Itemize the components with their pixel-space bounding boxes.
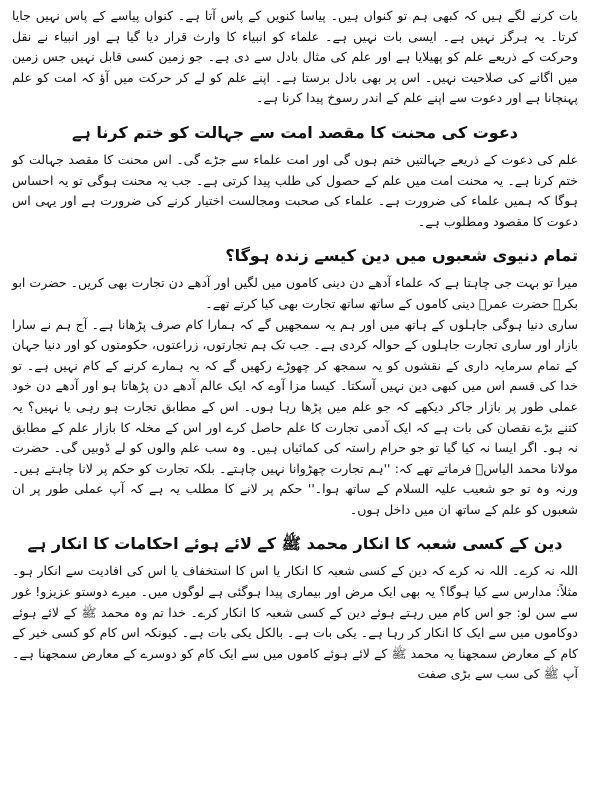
section-heading: دین کے کسی شعبہ کا انکار محمد ﷺ کے لائے ہوئے احکامات کا انکار ہے [27,534,563,554]
body-paragraph: علم کی دعوت کے ذریعے جہالتیں ختم ہوں گی اور امت علماء سے جڑے گی۔ اس محنت کا مقصد جہالت کو ختم کرنا ہے۔ یہ محنت امت میں علم کے حصول کی طلب پیدا کرتی ہے۔ جب یہ محنت ہوگی تو یہ احساس ہوگا کہ ہمیں علماء کی ضرورت ہے۔ علماء کی صحبت ومجالست اختیار کرنے کی ضرورت ہے اور یہی اس دعوت کا مقصود ومطلوب ہے۔ [12,151,578,229]
section-heading: دعوت کی محنت کا مقصد امت سے جہالت کو ختم کرنا ہے [72,122,518,142]
body-paragraph: اللہ نہ کرے۔ اللہ نہ کرے کہ دین کے کسی شعبہ کا انکار یا اس کا استخفاف یا اس کی افادیت سے انکار ہو۔ مثلاً: مدارس سے کیا ہوگا؟ یہ بھی ایک مرض اور بیماری پیدا ہوگئی ہے لوگوں میں۔ میرے دوستو عزیزو! غور سے سن لو: جو اس کام میں رہتے ہوئے دین کے کسی شعبہ کا انکار کرے۔ خدا تم وہ محمد ﷺ کے لائے ہوئے دوکاموں میں سے ایک کا انکار کر رہا ہے۔ یکی بات ہے۔ بالکل یکی بات ہے۔ کیونکہ اس کام کو کسی خیر کے کام کے معارض سمجھنا یہ محمد ﷺ کے لائے ہوئے کاموں میں سے ایک کام کو دوسرے کے معارض سمجھنا ہے۔ آپ ﷺ کی سب سے بڑی صفت [12,563,578,682]
body-paragraph: بات کرنے لگے ہیں کہ کبھی ہم تو کنواں ہیں۔ پیاسا کنویں کے پاس آتا ہے۔ کنواں پیاسے کے پاس نہیں جایا کرتا۔ یہ ہرگز نہیں ہے۔ ایسی بات نہیں ہے۔ علماء کو انبیاء کا وارث قرار دیا گیا ہے اور انبیاء نے نقل وحرکت کے ذریعے علم کو پھیلایا ہے اور علم کی مثال بادل سے دی ہے۔ جو زمین کسی قابل نہیں جس زمین میں اگانے کی صلاحیت نہیں۔ اس پر بھی بادل برستا ہے۔ اپنے علم کو لے کر حرکت میں آؤ کہ امت کو علم پہنچانا ہے اور دعوت سے اپنے علم کے اندر رسوخ پیدا کرنا ہے۔ [12,8,578,106]
body-paragraph: ساری دنیا ہوگی جاہلوں کے ہاتھ میں اور ہم یہ سمجھیں گے کہ ہمارا کام صرف پڑھانا ہے۔ آج ہم نے سارا بازار اور ساری تجارت جاہلوں کے حوالہ کردی ہے۔ جب تک ہم تجارتوں، زراعتوں، حکومتوں کو اور دنیا جہان کے تمام سرمایہ داری کے نقشوں کو یہ سمجھ کر چھوڑے رکھیں گے کہ یہ ہمارے کرنے کے کام نہیں ہے۔ تو خدا کی قسم اس میں کبھی دین نہیں آسکتا۔ کیسا مزا آوے کہ ایک عالم آدھے دن پڑھاتا ہو اور آدھے دن خود عملی طور پر بازار جاکر دیکھے کہ جو علم میں پڑھا رہا ہوں۔ اس کے مطابق تجارت ہو رہی یا نہیں؟ یہ کتنے بڑے نقصان کی بات ہے کہ ایک آدمی تجارت کا علم حاصل کرے اور اس کے مخلہ کا بازار علم کے مطابق نہ ہو۔ اگر ایسا نہ کیا گیا تو جو حرام راستہ کی کمائیاں ہیں۔ وہ سب علم والوں کو لے ڈوبیں گی۔ حضرت مولانا محمد الیاسؒ فرماتے تھے کہ: ''ہم تجارت چھڑوانا نہیں چاہتے۔ بلکہ تجارت کو حکم پر لانا چاہتے ہیں۔ ورنہ وہ تو جو شعیب علیہ السلام کے ساتھ ہوا۔'' حکم پر لانے کا مطلب یہ ہے کہ آپ عملی طور پر ان شعبوں کو علم کے ساتھ ان میں داخل ہوں۔ [12,316,578,517]
body-paragraph: میرا تو بہت جی چاہتا ہے کہ علماء آدھے دن دینی کاموں میں لگیں اور آدھے دن تجارت بھی کریں۔ حضرت ابو بکرؓ حضرت عمرؓ دینی کاموں کے ساتھ ساتھ تجارت بھی کیا کرتے تھے۔ [12,275,578,311]
section-heading: تمام دنیوی شعبوں میں دین کیسے زندہ ہوگا؟ [225,246,578,266]
